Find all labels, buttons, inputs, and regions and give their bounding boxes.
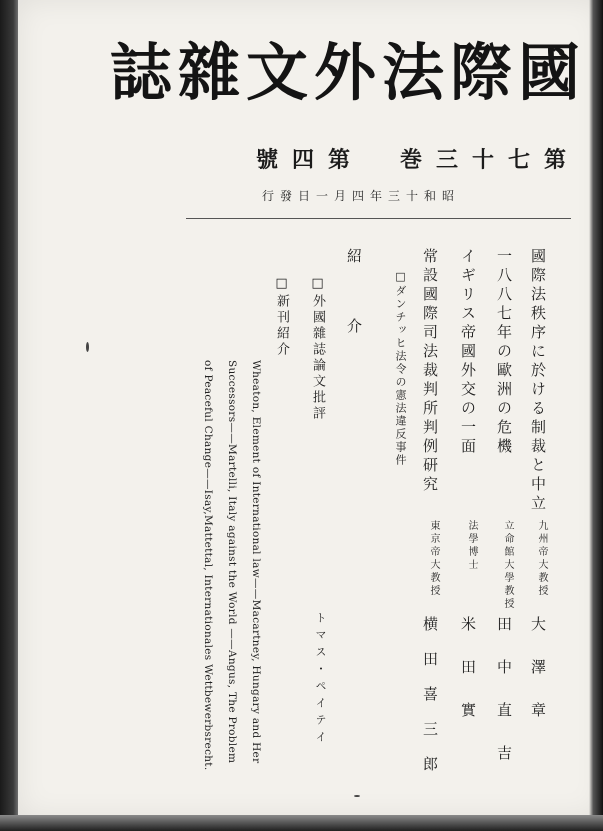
article-title-4: 常設國際司法裁判所判例研究 bbox=[421, 248, 439, 495]
foreign-journals-heading: □外國雜誌論文批評 bbox=[310, 276, 325, 422]
author-name-3: 米田實 bbox=[459, 616, 477, 745]
author-name-1: 大澤章 bbox=[529, 616, 547, 745]
issue-number: 號四第 巻三十七第 bbox=[255, 147, 580, 173]
new-books-heading: □新刊紹介 bbox=[274, 276, 289, 358]
journal-masthead: 誌雜文外法際國 bbox=[110, 36, 587, 109]
publication-date: 行發日一月四年三十和昭 bbox=[262, 189, 461, 203]
author-affiliation-3: 法學博士 bbox=[466, 520, 477, 572]
review-line-1: Wheaton, Element of International law——Macartney, Hungary and Her bbox=[250, 360, 262, 764]
author-name-4: 横田喜三郎 bbox=[421, 616, 439, 791]
author-affiliation-2: 立命館大學教授 bbox=[502, 520, 513, 611]
scan-speck bbox=[86, 342, 89, 352]
author-affiliation-4: 東京帝大教授 bbox=[428, 520, 439, 598]
author-name-2: 田中直吉 bbox=[495, 616, 513, 788]
article-title-1: 國際法秩序に於ける制裁と中立 bbox=[529, 248, 547, 514]
review-line-3: of Peaceful Change——Isay,Mattettal, Internationales Wettbewerbsrecht. bbox=[202, 360, 214, 771]
article-title-2: 一八八七年の歐洲の危機 bbox=[495, 248, 513, 457]
scan-edge-bottom bbox=[0, 815, 603, 831]
article-title-3: イギリス帝國外交の一面 bbox=[459, 248, 477, 457]
review-line-2: Successors——Martelli, Italy against the World ——Angus, The Problem bbox=[226, 360, 238, 764]
article-subtitle-4: □ダンチッヒ法令の憲法違反事件 bbox=[394, 270, 407, 467]
author-affiliation-1: 九州帝大教授 bbox=[536, 520, 547, 598]
scan-edge-right bbox=[589, 0, 603, 831]
scan-speck bbox=[354, 795, 360, 797]
reviewer-name: トマス・ペイテイ bbox=[314, 612, 327, 748]
introduction-heading: 紹 介 bbox=[345, 248, 363, 353]
header-rule bbox=[186, 218, 571, 219]
